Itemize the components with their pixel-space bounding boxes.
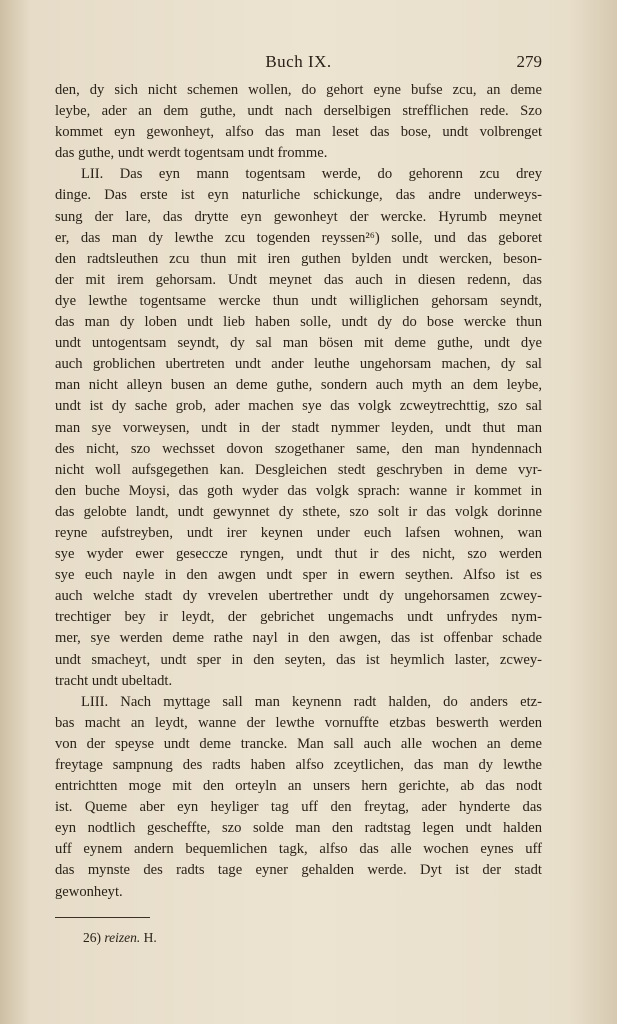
body-text xyxy=(55,80,542,903)
text-line: nicht woll aufsgegethen kan. Desgleichen stedt geschryben in deme vyr- xyxy=(55,461,542,478)
text-line: undt ist dy sache grob, ader machen sye das volgk zcweytrechttig, szo sal xyxy=(55,398,542,415)
footnote-rule xyxy=(55,917,150,918)
text-line: undt untogentsam seyndt, dy sal man bösen mit deme guthe, undt dye xyxy=(55,335,542,352)
text-line: den, dy sich nicht schemen wollen, do gehort eyne bufse zcu, an deme xyxy=(55,82,542,98)
text-line: der mit irem gehorsam. Undt meynet das auch in diesen redenn, das xyxy=(55,271,542,288)
paragraph-end-line: das guthe, undt werdt togentsam undt fromme. xyxy=(55,145,328,162)
paragraph-end-line: gewonheyt. xyxy=(55,883,123,900)
text-line: von der speyse undt deme trancke. Man sall auch alle wochen an deme xyxy=(55,735,542,752)
text-line: auch welche stadt dy vrevelen ubertrether undt dy ungehorsamen zcwey- xyxy=(55,588,542,605)
text-line: bas macht an leydt, wanne der lewthe vornufftе etzbas beswerth werden xyxy=(55,714,542,731)
paragraph-end-line: tracht undt ubeltadt. xyxy=(55,672,173,689)
text-line: das gelobte landt, undt gewynnet dy sthete, szo solt ir das volgk dorinne xyxy=(55,503,542,520)
footnote-marker: 26) xyxy=(83,930,101,945)
footnote xyxy=(83,930,157,946)
text-line: sung der lare, das drytte eyn gewonheyt der wercke. Hyrumb meynet xyxy=(55,208,542,225)
text-line: man nicht alleyn busen an deme guthe, sondern auch myth an dem leybe, xyxy=(55,377,542,394)
text-line: den radtsleuthen zcu thun mit iren guthen bylden undt wercken, beson- xyxy=(55,250,542,267)
text-line: uff eynem andern bequemlichen tagk, alfso das alle wochen eynes uff xyxy=(55,841,542,858)
section-liii-start: LIII. Nach myttage sall man keynenn radt halden, do anders etz- xyxy=(81,693,542,710)
section-lii-start: LII. Das eyn mann togentsam werde, do gehorenn zcu drey xyxy=(81,166,542,183)
text-line: freytage sampnung des radts haben alfso zceytlichen, das man dy lewthe xyxy=(55,757,542,773)
text-line: sye euch nayle in den awgen undt sper in ewern seythen. Alfso ist es xyxy=(55,567,542,584)
text-line: eyn nodtlich gescheffte, szo solde man den radtstag legen undt halden xyxy=(55,820,542,837)
text-line: mer, sye werden deme rathe nayl in den awgen, das ist offenbar schade xyxy=(55,630,542,647)
text-line: das man dy loben undt lieb haben solle, undt dy do bose wercke thun xyxy=(55,314,542,331)
page-number: 279 xyxy=(516,52,542,71)
running-title: Buch IX. xyxy=(265,52,332,71)
text-line: entrichtten moge mit den orteyln an unsers hern gerichte, ab das nodt xyxy=(55,778,542,795)
text-line: sye wyder ewer geseccze ryngen, undt thut ir des nicht, szo werden xyxy=(55,546,542,563)
text-line: kommet eyn gewonheyt, alfso das man leset das bose, undt volbrenget xyxy=(55,124,542,141)
text-line: undt smacheyt, undt sper in den seyten, das ist heymlich laster, zcwey- xyxy=(55,651,542,668)
text-line: man sye vorweysen, undt in der stadt nymmer leyden, undt thut man xyxy=(55,419,542,436)
text-line: den buche Moysi, das goth wyder das volgk sprach: wanne ir kommet in xyxy=(55,482,542,499)
text-line: des nicht, szo wechsset dovon szogethaner same, den man hyndennach xyxy=(55,440,542,457)
text-line: dinge. Das erste ist eyn naturliche schickunge, das andre underweys- xyxy=(55,187,542,204)
footnote-text: reizen. xyxy=(104,930,141,945)
text-line-with-footnote-ref: er, das man dy lewthe zcu togenden reyssen²⁶) solle, und das geboret xyxy=(55,229,542,246)
running-head xyxy=(55,52,542,74)
footnote-source: H. xyxy=(143,930,157,945)
text-line: ist. Queme aber eyn heyliger tag uff den freytag, ader hynderte das xyxy=(55,799,542,816)
text-line: auch groblichen ubertreten undt ander leuthe ungehorsam machen, dy sal xyxy=(55,356,542,373)
text-line: trechtiger bey ir leydt, der gebrichet ungemachs undt unfrydes nym- xyxy=(55,609,542,626)
text-line: das mynste des radts tage eyner gehalden werde. Dyt ist der stadt xyxy=(55,862,542,879)
text-line: dye lewthe togentsame wercke thun undt williglichen gehorsam seyndt, xyxy=(55,292,542,309)
text-line: leybe, ader an dem guthe, undt nach derselbigen strefflichen rede. Szo xyxy=(55,103,542,120)
text-line: reyne aufstreyben, undt irer keynen under euch lafsen wohnen, wan xyxy=(55,524,542,541)
